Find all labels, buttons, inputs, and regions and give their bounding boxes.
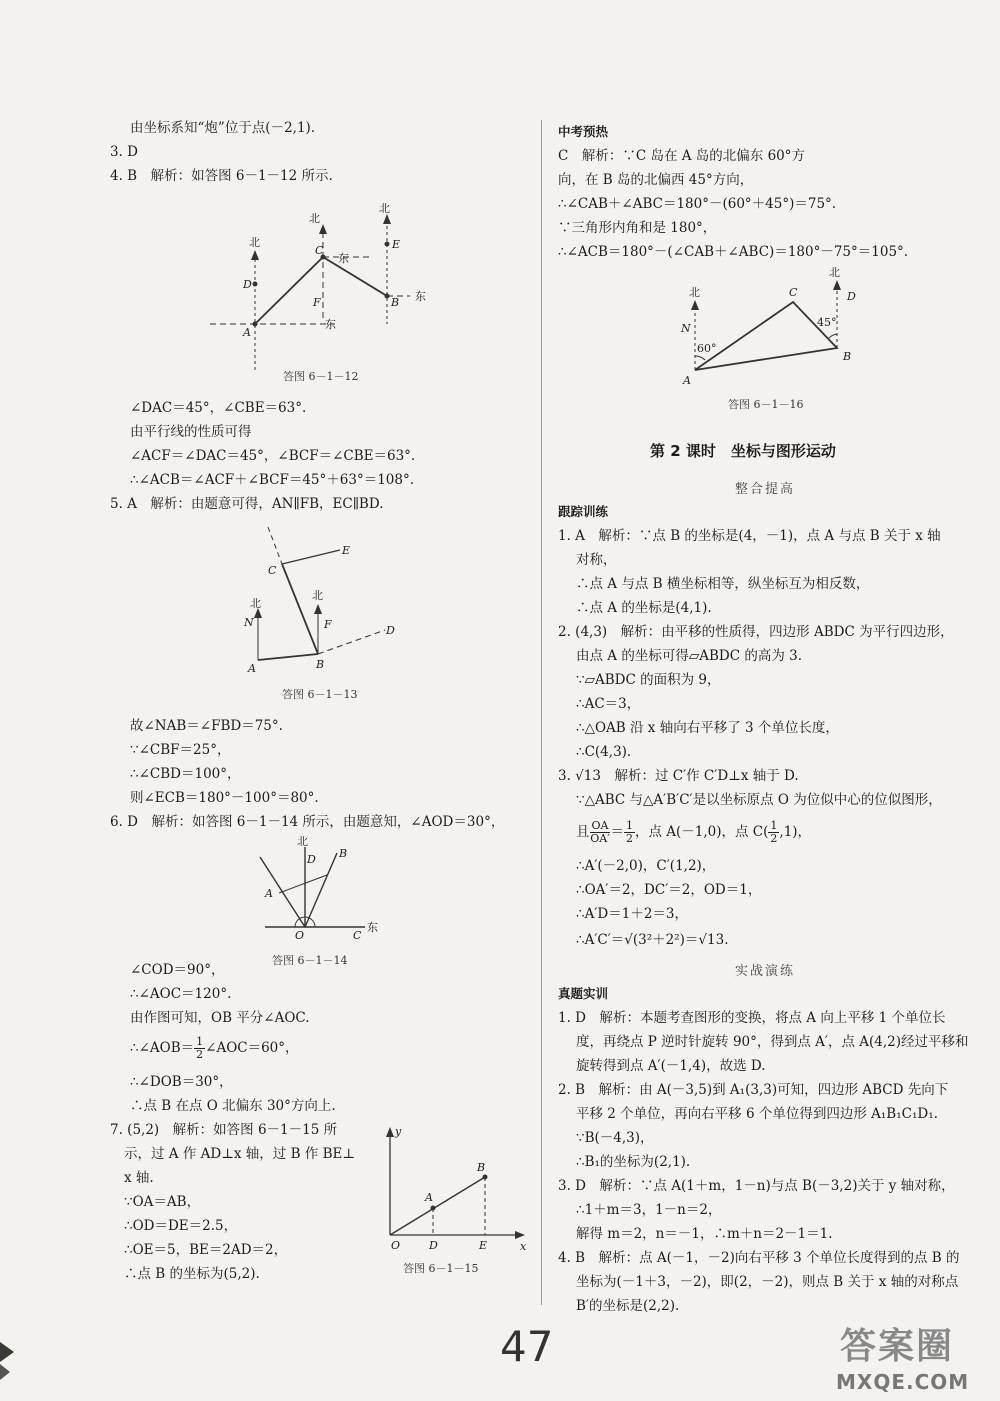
- text-line: ∵B(－4,3)，: [576, 1130, 654, 1146]
- text-line: 3. √13 解析：过 C′作 C′D⊥x 轴于 D.: [558, 768, 799, 784]
- page-number: 47: [500, 1322, 554, 1371]
- subheading: 整合提高: [735, 482, 796, 497]
- point-label: F: [313, 296, 321, 309]
- north-label: 北: [309, 212, 320, 225]
- text-line: 解得 m＝2，n＝－1，∴m＋n＝2－1＝1.: [576, 1226, 833, 1242]
- text-line: 由作图可知，OB 平分∠AOC.: [130, 1010, 310, 1026]
- text-line: ∴A′(－2,0)，C′(1,2)，: [576, 858, 716, 874]
- figure-caption: 答图 6－1－13: [282, 688, 358, 701]
- text-line: ∴B₁的坐标为(2,1).: [576, 1154, 691, 1170]
- point-label: D: [847, 290, 856, 303]
- point-label: N: [244, 616, 254, 629]
- answer-5: 5. A 解析：由题意可得，AN∥FB，EC∥BD.: [110, 496, 384, 512]
- text-line: ∴OE＝5，BE＝2AD＝2，: [124, 1242, 288, 1258]
- answer-7: 7. (5,2) 解析：如答图 6－1－15 所: [110, 1122, 338, 1138]
- text-line: ∴OA′＝2，DC′＝2，OD＝1，: [576, 882, 762, 898]
- text-line: B′的坐标是(2,2).: [576, 1298, 680, 1314]
- figure-6-1-12: [205, 202, 445, 376]
- point-label: A: [683, 374, 691, 387]
- point-label: A: [265, 887, 273, 900]
- point-label: E: [479, 1239, 488, 1252]
- angle-label: 60°: [697, 342, 717, 355]
- text-line: ∴C(4,3).: [576, 744, 632, 760]
- point-label: C: [315, 244, 324, 257]
- text-line: ∴OD＝DE＝2.5，: [124, 1218, 238, 1234]
- text-line: ∴∠CBD＝100°，: [130, 766, 241, 782]
- answer-6: 6. D 解析：如答图 6－1－14 所示，由题意知，∠AOD＝30°，: [110, 814, 505, 830]
- answer-4: 4. B 解析：如答图 6－1－12 所示.: [110, 168, 333, 184]
- angle-label: 45°: [817, 316, 837, 329]
- text-line: 坐标为(－1＋3，－2)，即(2，－2)，则点 B 关于 x 轴的对称点: [576, 1274, 959, 1290]
- north-label: 北: [689, 286, 700, 299]
- text-line: ∴∠CAB＋∠ABC＝180°－(60°＋45°)＝75°.: [558, 196, 837, 212]
- text-line: 向，在 B 岛的北偏西 45°方向，: [558, 172, 754, 188]
- section-title: 中考预热: [558, 124, 609, 139]
- point-label: B: [391, 296, 400, 309]
- text-line: ∵∠CBF＝25°，: [130, 742, 231, 758]
- point-label: A: [425, 1191, 433, 1204]
- text-line: 则∠ECB＝180°－100°＝80°.: [130, 790, 319, 806]
- point-label: D: [307, 853, 316, 866]
- point-label: N: [681, 322, 691, 335]
- axis-label: x: [520, 1240, 527, 1253]
- figure-6-1-15: [375, 1125, 530, 1264]
- point-label: C: [353, 929, 362, 942]
- point-label: O: [391, 1239, 401, 1252]
- point-label: B: [316, 658, 325, 671]
- text-line: ∵OA＝AB，: [124, 1194, 201, 1210]
- point-label: C: [268, 564, 277, 577]
- subheading: 实战演练: [735, 964, 796, 979]
- point-label: O: [295, 929, 305, 942]
- text-line: 由点 A 的坐标可得▱ABDC 的高为 3.: [576, 648, 802, 664]
- east-label: 东: [325, 318, 336, 331]
- fraction: $\frac{1}{2}$: [196, 1035, 204, 1061]
- text-line: 旋转得到点 A′(－1,4)，故选 D.: [576, 1058, 766, 1074]
- text-line: ∴点 A 的坐标是(4,1).: [576, 600, 712, 616]
- text-line: ∴1＋m＝3，1－n＝2，: [576, 1202, 722, 1218]
- text-line: ∴点 B 的坐标为(5,2).: [124, 1266, 260, 1282]
- section-title: 跟踪训练: [558, 504, 609, 519]
- text-line: ∴A′C′＝√(3²＋2²)＝√13.: [576, 932, 729, 948]
- text-line: 3. D 解析：∵点 A(1＋m，1－n)与点 B(－3,2)关于 y 轴对称，: [558, 1178, 955, 1194]
- text-line: 平移 2 个单位，再向右平移 6 个单位得到四边形 A₁B₁C₁D₁.: [576, 1106, 938, 1122]
- point-label: B: [477, 1161, 486, 1174]
- point-label: D: [243, 278, 252, 291]
- text-line: ∴∠ACB＝∠ACF＋∠BCF＝45°＋63°＝108°.: [130, 472, 415, 488]
- watermark-site: MXQE.COM: [836, 1370, 970, 1394]
- text-line: 示，过 A 作 AD⊥x 轴，过 B 作 BE⊥: [124, 1146, 356, 1162]
- figure-6-1-13: [240, 522, 410, 686]
- fraction: $\frac{1}{2}$: [770, 819, 778, 845]
- text-line: 2. B 解析：由 A(－3,5)到 A₁(3,3)可知，四边形 ABCD 先向下: [558, 1082, 949, 1098]
- north-label: 北: [379, 202, 390, 215]
- figure-caption: 答图 6－1－15: [403, 1262, 479, 1275]
- page-edge-mark: [0, 1342, 16, 1382]
- point-label: E: [342, 544, 351, 557]
- point-label: A: [248, 662, 256, 675]
- east-label: 东: [338, 252, 349, 265]
- point-label: A: [243, 326, 251, 339]
- text-line: ∴∠AOB＝ $\frac{1}{2}$ ∠AOC＝60°，: [130, 1035, 299, 1061]
- text-line: ∴∠ACB＝180°－(∠CAB＋∠ABC)＝180°－75°＝105°.: [558, 244, 909, 260]
- text-line: 由坐标系知“炮”位于点(－2,1).: [130, 120, 316, 136]
- text-line: 1. A 解析：∵点 B 的坐标是(4，－1)，点 A 与点 B 关于 x 轴: [558, 528, 941, 544]
- figure-6-1-14: [255, 835, 395, 954]
- text-line: ∵△ABC 与△A′B′C′是以坐标原点 O 为位似中心的位似图形，: [576, 792, 942, 808]
- text-line: 4. B 解析：点 A(－1，－2)向右平移 3 个单位长度得到的点 B 的: [558, 1250, 960, 1266]
- east-label: 东: [415, 290, 426, 303]
- text-line: ∴∠DOB＝30°，: [130, 1074, 233, 1090]
- text-line: ∠DAC＝45°，∠CBE＝63°.: [130, 400, 307, 416]
- north-label: 北: [249, 236, 260, 249]
- text-line: ∠COD＝90°，: [130, 962, 225, 978]
- text-line: 1. D 解析：本题考查图形的变换，将点 A 向上平移 1 个单位长: [558, 1010, 946, 1026]
- text-line: C 解析：∵C 岛在 A 岛的北偏东 60°方: [558, 148, 806, 164]
- east-label: 东: [367, 921, 378, 934]
- text-line: 由平行线的性质可得: [130, 424, 252, 440]
- point-label: E: [392, 238, 401, 251]
- text-line: x 轴.: [124, 1170, 154, 1186]
- text-line: ∴△OAB 沿 x 轴向右平移了 3 个单位长度，: [576, 720, 839, 736]
- north-label: 北: [250, 597, 261, 610]
- figure-caption: 答图 6－1－14: [272, 954, 348, 967]
- text-line: ∴A′D＝1＋2＝3，: [576, 906, 688, 922]
- watermark-logo: 答案圈: [840, 1326, 955, 1367]
- figure-caption: 答图 6－1－12: [283, 370, 359, 383]
- figure-6-1-16: [675, 268, 875, 397]
- figure-caption: 答图 6－1－16: [728, 398, 804, 411]
- section-title: 真题实训: [558, 986, 609, 1001]
- text-line: ∴点 B 在点 O 北偏东 30°方向上.: [130, 1098, 336, 1114]
- fraction: $\frac{OA}{OA'}$: [590, 819, 610, 845]
- text-line: 2. (4,3) 解析：由平移的性质得，四边形 ABDC 为平行四边形，: [558, 624, 954, 640]
- north-label: 北: [312, 589, 323, 602]
- text-line: 度，再绕点 P 逆时针旋转 90°，得到点 A′，点 A(4,2)经过平移和: [576, 1034, 969, 1050]
- point-label: D: [386, 624, 395, 637]
- point-label: F: [324, 618, 332, 631]
- north-label: 北: [297, 835, 308, 848]
- north-label: 北: [829, 266, 840, 279]
- point-label: C: [789, 286, 798, 299]
- point-label: B: [339, 847, 348, 860]
- text-line: ∵▱ABDC 的面积为 9，: [576, 672, 721, 688]
- text-line: ∴AC＝3，: [576, 696, 641, 712]
- text-line: 故∠NAB＝∠FBD＝75°.: [130, 718, 283, 734]
- text-line: ∵三角形内角和是 180°，: [558, 220, 717, 236]
- fraction: $\frac{1}{2}$: [625, 819, 633, 845]
- lesson-heading: 第 2 课时 坐标与图形运动: [650, 442, 836, 460]
- text-line: ∴点 A 与点 B 横坐标相等，纵坐标互为相反数，: [576, 576, 870, 592]
- text-line: 且 $\frac{OA}{OA'}$ ＝ $\frac{1}{2}$ ，点 A(－1,0)，点 C( $\frac{1}{2}$ ,1)，: [576, 819, 812, 845]
- column-divider: [541, 120, 542, 1305]
- point-label: B: [843, 350, 852, 363]
- text-line: ∠ACF＝∠DAC＝45°，∠BCF＝∠CBE＝63°.: [130, 448, 416, 464]
- text-line: ∴∠AOC＝120°.: [130, 986, 232, 1002]
- text-line: 对称，: [576, 552, 617, 568]
- answer-3: 3. D: [110, 144, 138, 160]
- point-label: D: [429, 1239, 438, 1252]
- axis-label: y: [395, 1125, 402, 1138]
